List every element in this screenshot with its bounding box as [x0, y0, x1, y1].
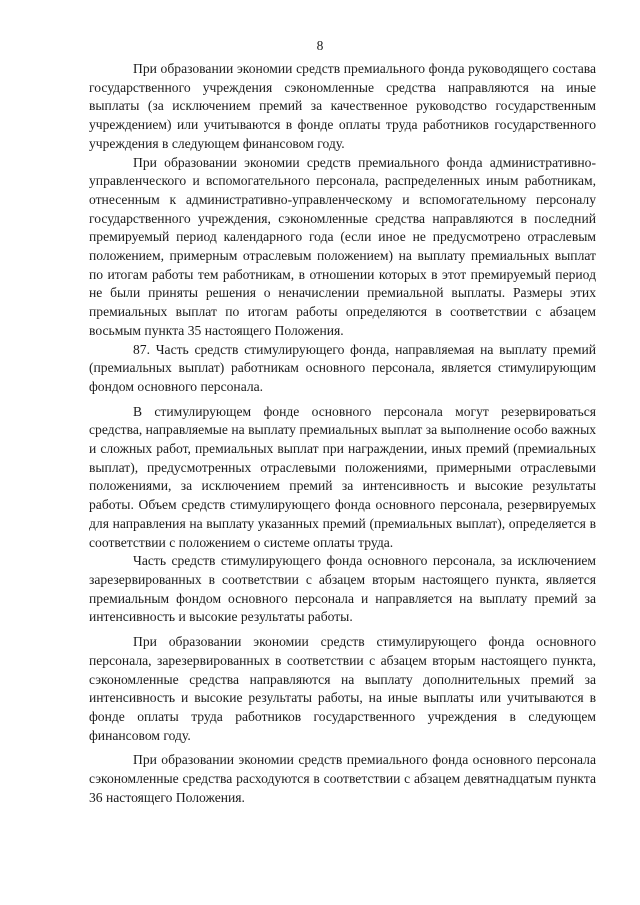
- paragraph: Часть средств стимулирующего фонда основного персонала, за исключением зарезервированных в соответствии с абзацем вторым настоящего пункта, является премиальным фондом основного персонала и направляется на выплату премий за интенсивность и высокие результаты работы.: [89, 553, 596, 625]
- paragraph: При образовании экономии средств премиального фонда административно-управленческого и вспомогательного персонала, распределенных иным работникам, отнесенным к административно-управленческому и вспомогательному персоналу государственного учреждения, сэкономленные средства направляются в последний премируемый период календарного года (если иное не предусмотрено отраслевым положением, примерным отраслевым положением) на выплату премиальных выплат по итогам работы тем работникам, в отношении которых в этот премируемый период не были приняты решения о неначислении премиальной выплаты. Размеры этих премиальных выплат по итогам работы определяются в соответствии с абзацем восьмым пункта 35 настоящего Положения.: [89, 154, 596, 338]
- paragraph: При образовании экономии средств премиального фонда руководящего состава государственного учреждения сэкономленные средства направляются на иные выплаты (за исключением премий за качественное руководство государственным учреждением) или учитываются в фонде оплаты труда работников государственного учреждения в следующем финансовом году.: [89, 61, 596, 151]
- paragraph: При образовании экономии средств премиального фонда основного персонала сэкономленные средства расходуются в соответствии с абзацем девятнадцатым пункта 36 настоящего Положения.: [89, 752, 596, 805]
- paragraph: 87. Часть средств стимулирующего фонда, направляемая на выплату премий (премиальных выплат) работникам основного персонала, является стимулирующим фондом основного персонала.: [89, 341, 596, 394]
- paragraph: При образовании экономии средств стимулирующего фонда основного персонала, зарезервированных в соответствии с абзацем вторым настоящего пункта, сэкономленные средства направляются на выплату дополнительных премий за интенсивность и высокие результаты работы, на иные выплаты или учитываются в фонде оплаты труда работников государственного учреждения в следующем финансовом году.: [89, 634, 596, 743]
- paragraph: В стимулирующем фонде основного персонала могут резервироваться средства, направляемые на выплату премиальных выплат за выполнение особо важных и сложных работ, премиальных выплат при награждении, иных премий (премиальных выплат), предусмотренных отраслевыми положениями, примерными отраслевыми положениями, за исключением премий за интенсивность и высокие результаты работы. Объем средств стимулирующего фонда основного персонала, резервируемых для направления на выплату указанных премий (премиальных выплат), определяется в соответствии с положением о системе оплаты труда.: [89, 403, 596, 550]
- page-number: 8: [316, 38, 324, 53]
- document-body: [89, 60, 596, 807]
